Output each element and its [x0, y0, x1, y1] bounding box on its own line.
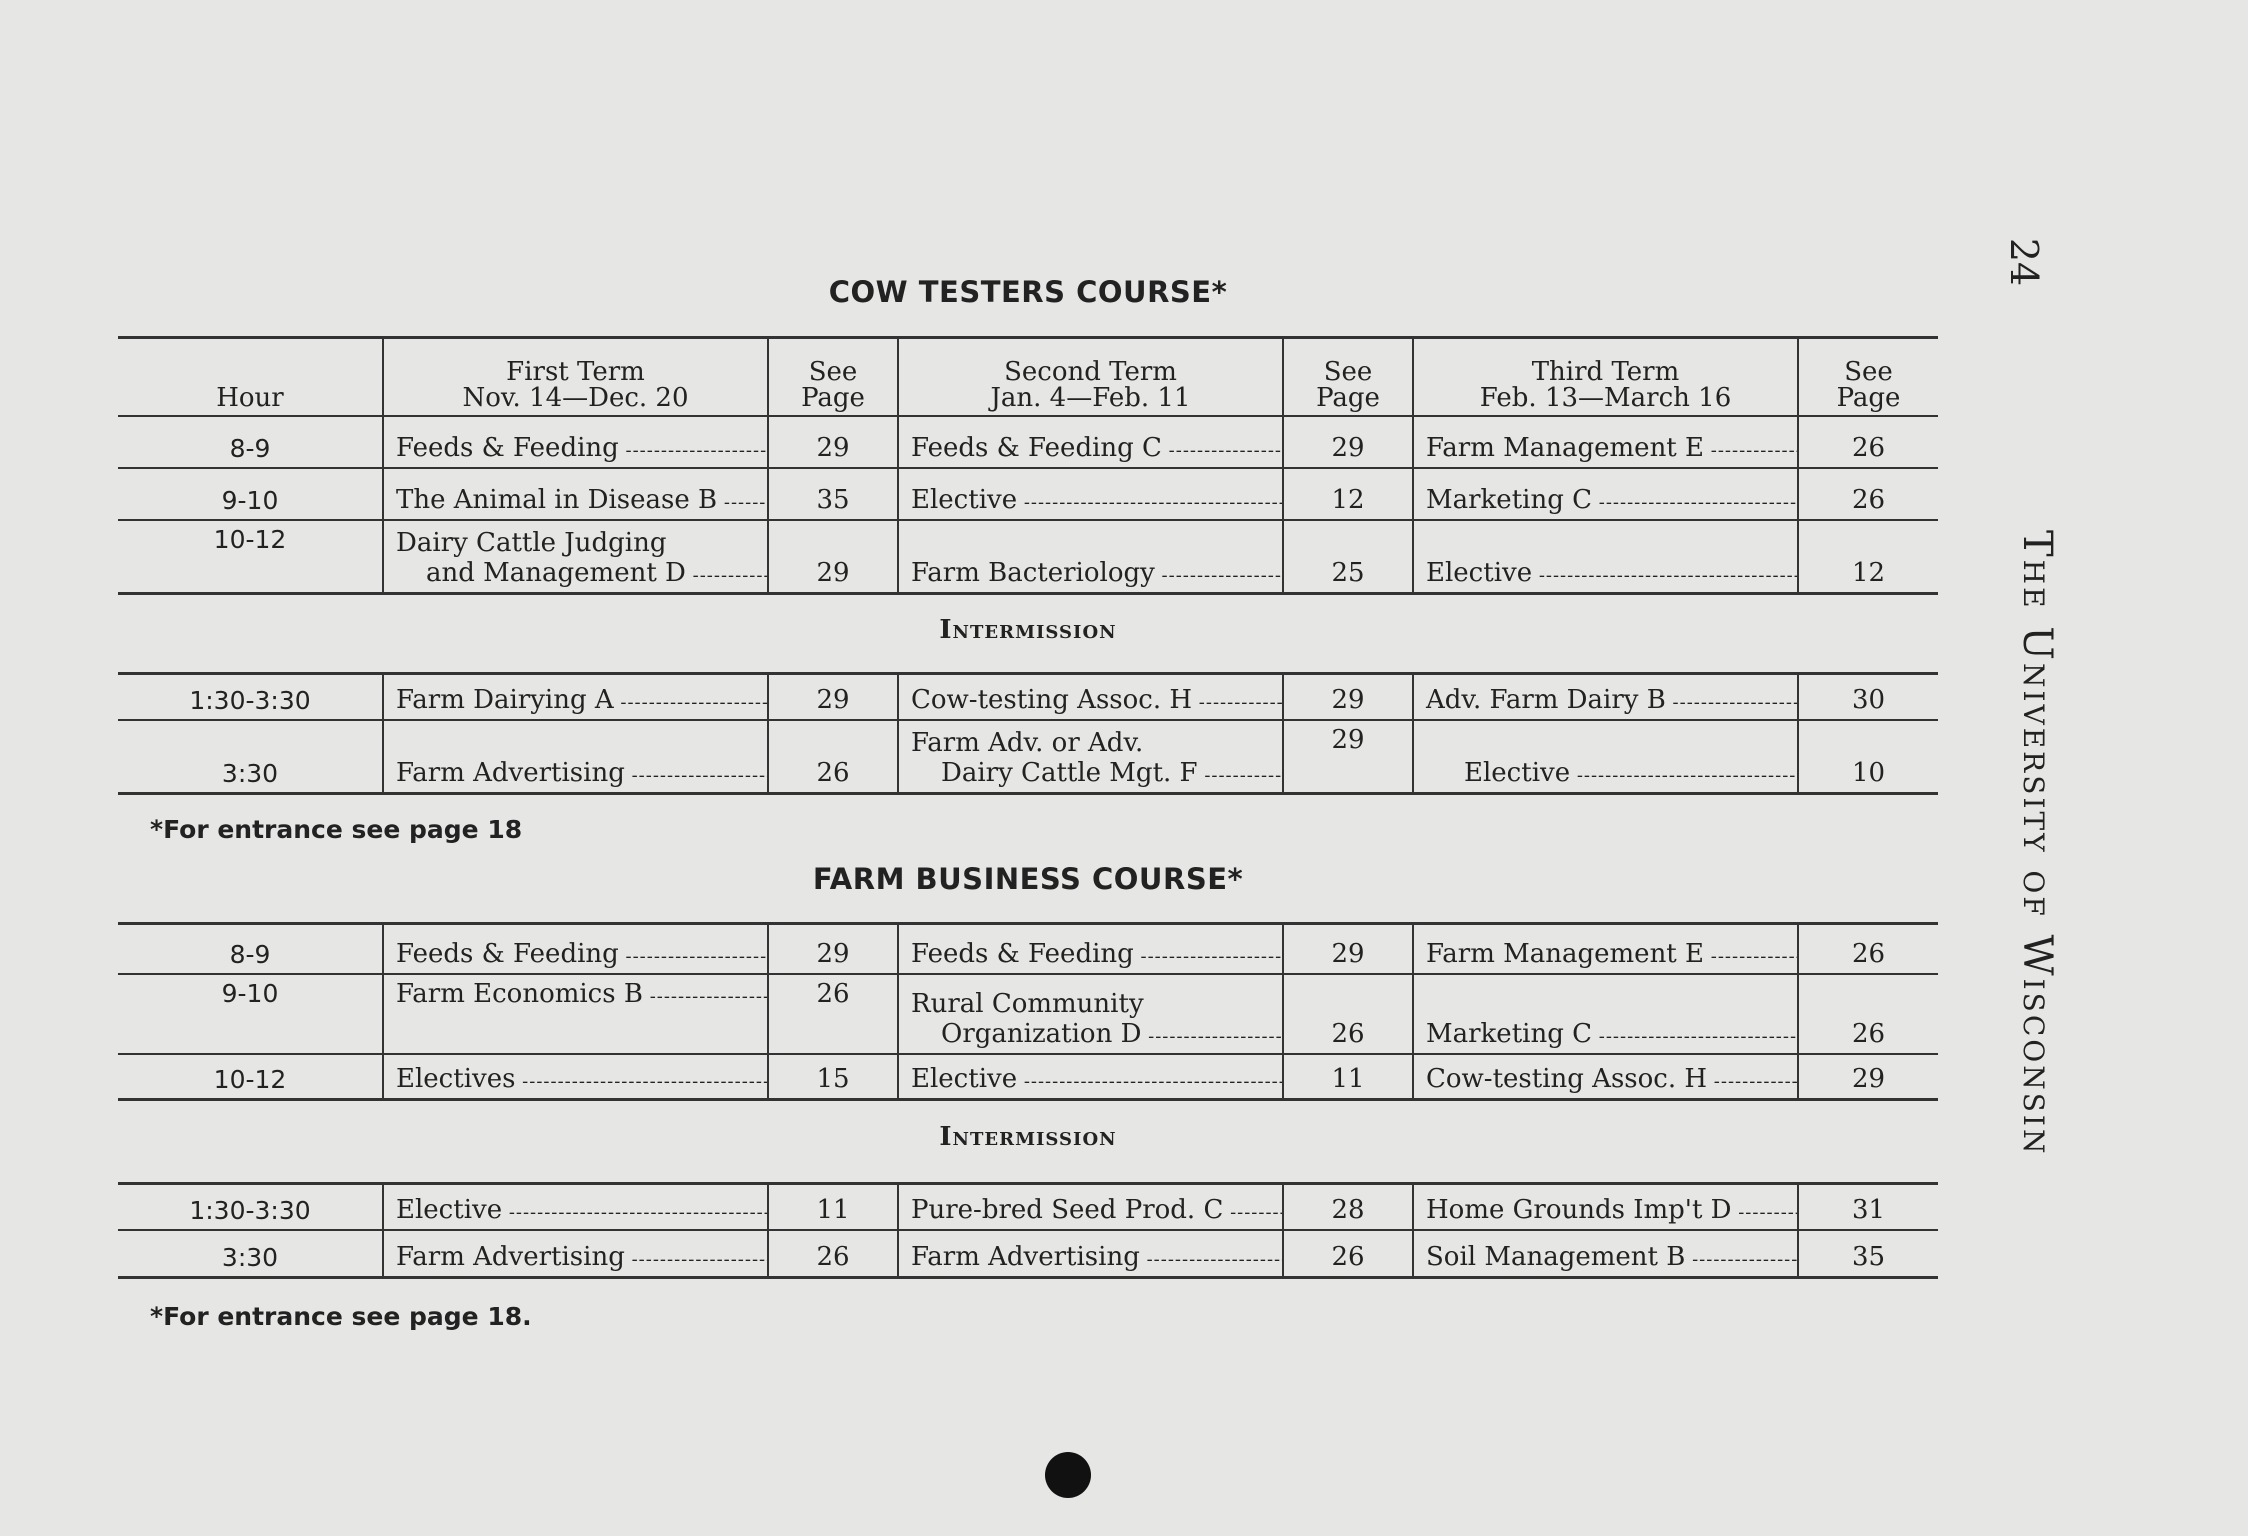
punch-hole-mark [1045, 1452, 1091, 1498]
hour-cell: 3:30 [118, 720, 383, 794]
page-cell: 26 [1798, 416, 1938, 468]
table-row [118, 416, 1938, 468]
hour-cell: 1:30-3:30 [118, 1184, 383, 1230]
course-cell: Feeds & Feeding ----- [383, 924, 768, 974]
course-cell: Farm Advertising ----- [383, 1230, 768, 1278]
course-cell: Soil Management B ----- [1413, 1230, 1798, 1278]
farm-business-title: FARM BUSINESS COURSE* [812, 862, 1244, 896]
page-cell: 29 [1283, 720, 1413, 794]
see-page-header: See Page [1283, 338, 1413, 416]
table-row [118, 1184, 1938, 1230]
page-cell: 12 [1798, 520, 1938, 594]
course-cell: Marketing C ----- [1413, 468, 1798, 520]
page-cell: 28 [1283, 1184, 1413, 1230]
course-cell: Elective ----- [1413, 520, 1798, 594]
page-cell: 15 [768, 1054, 898, 1100]
course-cell: Feeds & Feeding C ----- [898, 416, 1283, 468]
page-cell: 29 [1283, 924, 1413, 974]
page-cell: 29 [768, 674, 898, 720]
table-row [118, 974, 1938, 1054]
course-cell: Feeds & Feeding ----- [383, 416, 768, 468]
hour-cell: 10-12 [118, 520, 383, 594]
page-cell: 26 [1798, 468, 1938, 520]
course-cell: Adv. Farm Dairy B ----- [1413, 674, 1798, 720]
course-cell: Farm Adv. or Adv. Dairy Cattle Mgt. F ----- [898, 720, 1283, 794]
page-cell: 26 [768, 1230, 898, 1278]
course-cell: Farm Management E ----- [1413, 924, 1798, 974]
page-cell: 10 [1798, 720, 1938, 794]
course-cell: Farm Advertising ----- [898, 1230, 1283, 1278]
page-cell: 29 [1283, 416, 1413, 468]
table-row [118, 674, 1938, 720]
term2-header: Second Term Jan. 4—Feb. 11 [898, 338, 1283, 416]
page-cell: 11 [1283, 1054, 1413, 1100]
farm-business-morning-table [118, 922, 1938, 1101]
see-page-header: See Page [768, 338, 898, 416]
term3-header: Third Term Feb. 13—March 16 [1413, 338, 1798, 416]
course-cell: Dairy Cattle Judging and Management D ----- [383, 520, 768, 594]
hour-header: Hour [118, 338, 383, 416]
page-cell: 25 [1283, 520, 1413, 594]
table-row [118, 924, 1938, 974]
table-row [118, 468, 1938, 520]
course-cell: The Animal in Disease B ----- [383, 468, 768, 520]
page-cell: 26 [1798, 924, 1938, 974]
page-cell: 29 [1798, 1054, 1938, 1100]
header-row [118, 338, 1938, 416]
course-cell: Elective ----- [898, 1054, 1283, 1100]
hour-cell: 8-9 [118, 924, 383, 974]
table-row [118, 1230, 1938, 1278]
page-cell: 30 [1798, 674, 1938, 720]
course-cell: Farm Advertising ----- [383, 720, 768, 794]
page-cell: 29 [768, 520, 898, 594]
course-cell: Rural Community Organization D ----- [898, 974, 1283, 1054]
page-cell: 29 [1283, 674, 1413, 720]
cow-testers-footnote: *For entrance see page 18 [150, 815, 523, 844]
intermission-label: Intermission [939, 1122, 1117, 1152]
page-cell: 35 [768, 468, 898, 520]
hour-cell: 9-10 [118, 974, 383, 1054]
course-cell: Cow-testing Assoc. H ----- [1413, 1054, 1798, 1100]
page-cell: 26 [768, 974, 898, 1054]
course-cell: Farm Bacteriology ----- [898, 520, 1283, 594]
farm-business-footnote: *For entrance see page 18. [150, 1302, 532, 1331]
hour-cell: 1:30-3:30 [118, 674, 383, 720]
cow-testers-title: COW TESTERS COURSE* [828, 275, 1228, 309]
course-cell: Elective ----- [898, 468, 1283, 520]
hour-cell: 10-12 [118, 1054, 383, 1100]
page-cell: 12 [1283, 468, 1413, 520]
page-cell: 11 [768, 1184, 898, 1230]
course-cell: Cow-testing Assoc. H ----- [898, 674, 1283, 720]
intermission-label: Intermission [939, 615, 1117, 645]
see-page-header: See Page [1798, 338, 1938, 416]
page-number: 24 [2002, 237, 2047, 287]
table-row [118, 520, 1938, 594]
page-cell: 29 [768, 416, 898, 468]
course-cell: Elective ----- [383, 1184, 768, 1230]
cow-testers-afternoon-table [118, 672, 1938, 795]
page-cell: 26 [1283, 1230, 1413, 1278]
course-cell: Pure-bred Seed Prod. C ----- [898, 1184, 1283, 1230]
cow-testers-morning-table [118, 336, 1938, 595]
course-cell: Marketing C ----- [1413, 974, 1798, 1054]
course-cell: Feeds & Feeding ----- [898, 924, 1283, 974]
page-cell: 31 [1798, 1184, 1938, 1230]
hour-cell: 8-9 [118, 416, 383, 468]
table-row [118, 720, 1938, 794]
page-cell: 29 [768, 924, 898, 974]
table-row [118, 1054, 1938, 1100]
page-cell: 26 [1798, 974, 1938, 1054]
course-cell: Farm Management E ----- [1413, 416, 1798, 468]
course-cell: Electives ----- [383, 1054, 768, 1100]
course-cell: Farm Dairying A ----- [383, 674, 768, 720]
page-cell: 26 [768, 720, 898, 794]
course-cell: Elective ----- [1413, 720, 1798, 794]
page-cell: 35 [1798, 1230, 1938, 1278]
hour-cell: 9-10 [118, 468, 383, 520]
course-cell: Farm Economics B ----- [383, 974, 768, 1054]
farm-business-afternoon-table [118, 1182, 1938, 1279]
course-cell: Home Grounds Imp't D ----- [1413, 1184, 1798, 1230]
term1-header: First Term Nov. 14—Dec. 20 [383, 338, 768, 416]
side-title: The University of Wisconsin [2014, 530, 2060, 1157]
hour-cell: 3:30 [118, 1230, 383, 1278]
page-cell: 26 [1283, 974, 1413, 1054]
